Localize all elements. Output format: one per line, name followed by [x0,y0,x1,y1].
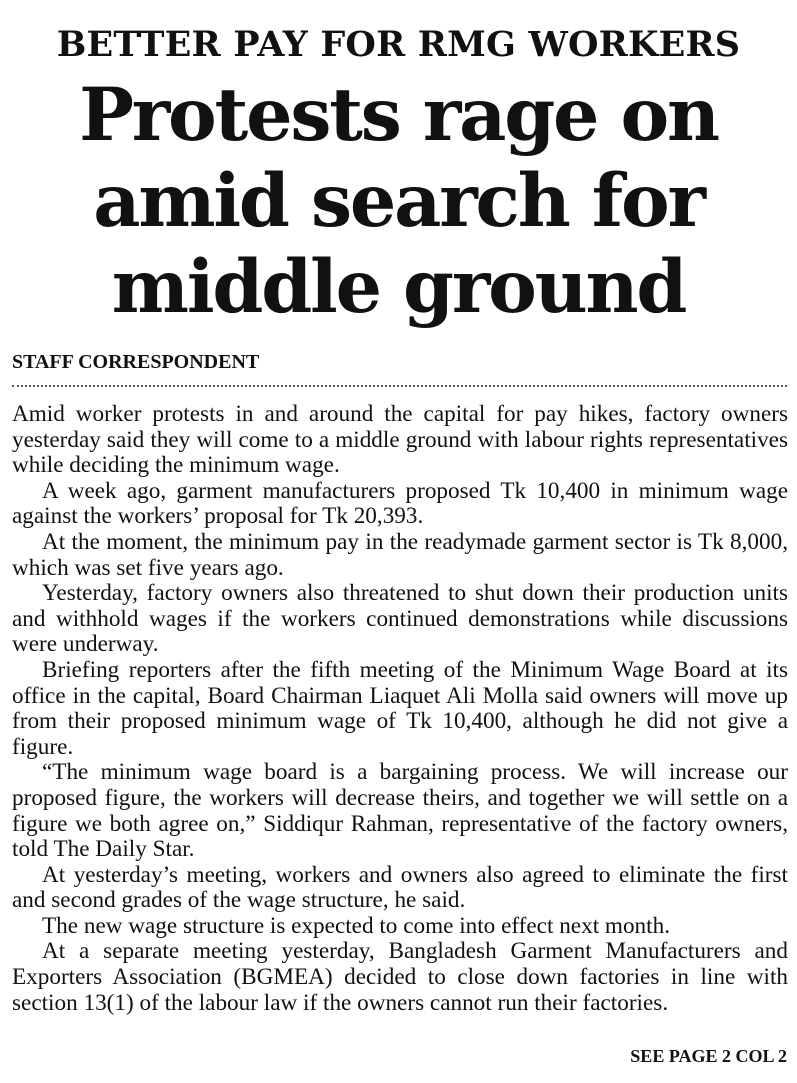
headline-line-2: amid search for [93,158,704,244]
paragraph: Yesterday, factory owners also threatened to shut down their production units and withhold wages if the workers continued demonstrations while discussions were underway. [12,580,788,658]
paragraph: A week ago, garment manufacturers proposed Tk 10,400 in minimum wage against the workers’ proposal for Tk 20,393. [12,477,788,530]
kicker: BETTER PAY FOR RMG WORKERS [56,24,741,65]
headline [0,72,797,330]
paragraph: “The minimum wage board is a bargaining process. We will increase our proposed figure, the workers will decrease theirs, and together we will settle on a figure we both agree on,” Siddiqur Rahman, representative of the factory owners, told The Daily Star. [12,759,788,863]
paragraph: Amid worker protests in and around the capital for pay hikes, factory owners yesterday said they will come to a middle ground with labour rights representatives while deciding the minimum wage. [12,401,788,479]
dotted-divider [12,385,787,387]
paragraph: The new wage structure is expected to come into effect next month. [42,912,670,939]
headline-line-3: middle ground [111,244,686,330]
paragraph: At yesterday’s meeting, workers and owners also agreed to eliminate the first and second grades of the wage structure, he said. [12,861,788,914]
byline: STAFF CORRESPONDENT [12,351,260,373]
article-body [12,402,788,1016]
paragraph: Briefing reporters after the fifth meeting of the Minimum Wage Board at its office in the capital, Board Chairman Liaquet Ali Molla said owners will move up from their proposed minimum wage of Tk 10,400, although he did not give a figure. [12,656,788,760]
headline-line-1: Protests rage on [79,72,718,158]
paragraph: At a separate meeting yesterday, Bangladesh Garment Manufacturers and Exporters Association (BGMEA) decided to close down factories in line with section 13(1) of the labour law if the owners cannot run their factories. [12,938,788,1016]
continued-on-page-link[interactable]: SEE PAGE 2 COL 2 [630,1046,787,1066]
paragraph: At the moment, the minimum pay in the readymade garment sector is Tk 8,000, which was set five years ago. [12,528,788,581]
